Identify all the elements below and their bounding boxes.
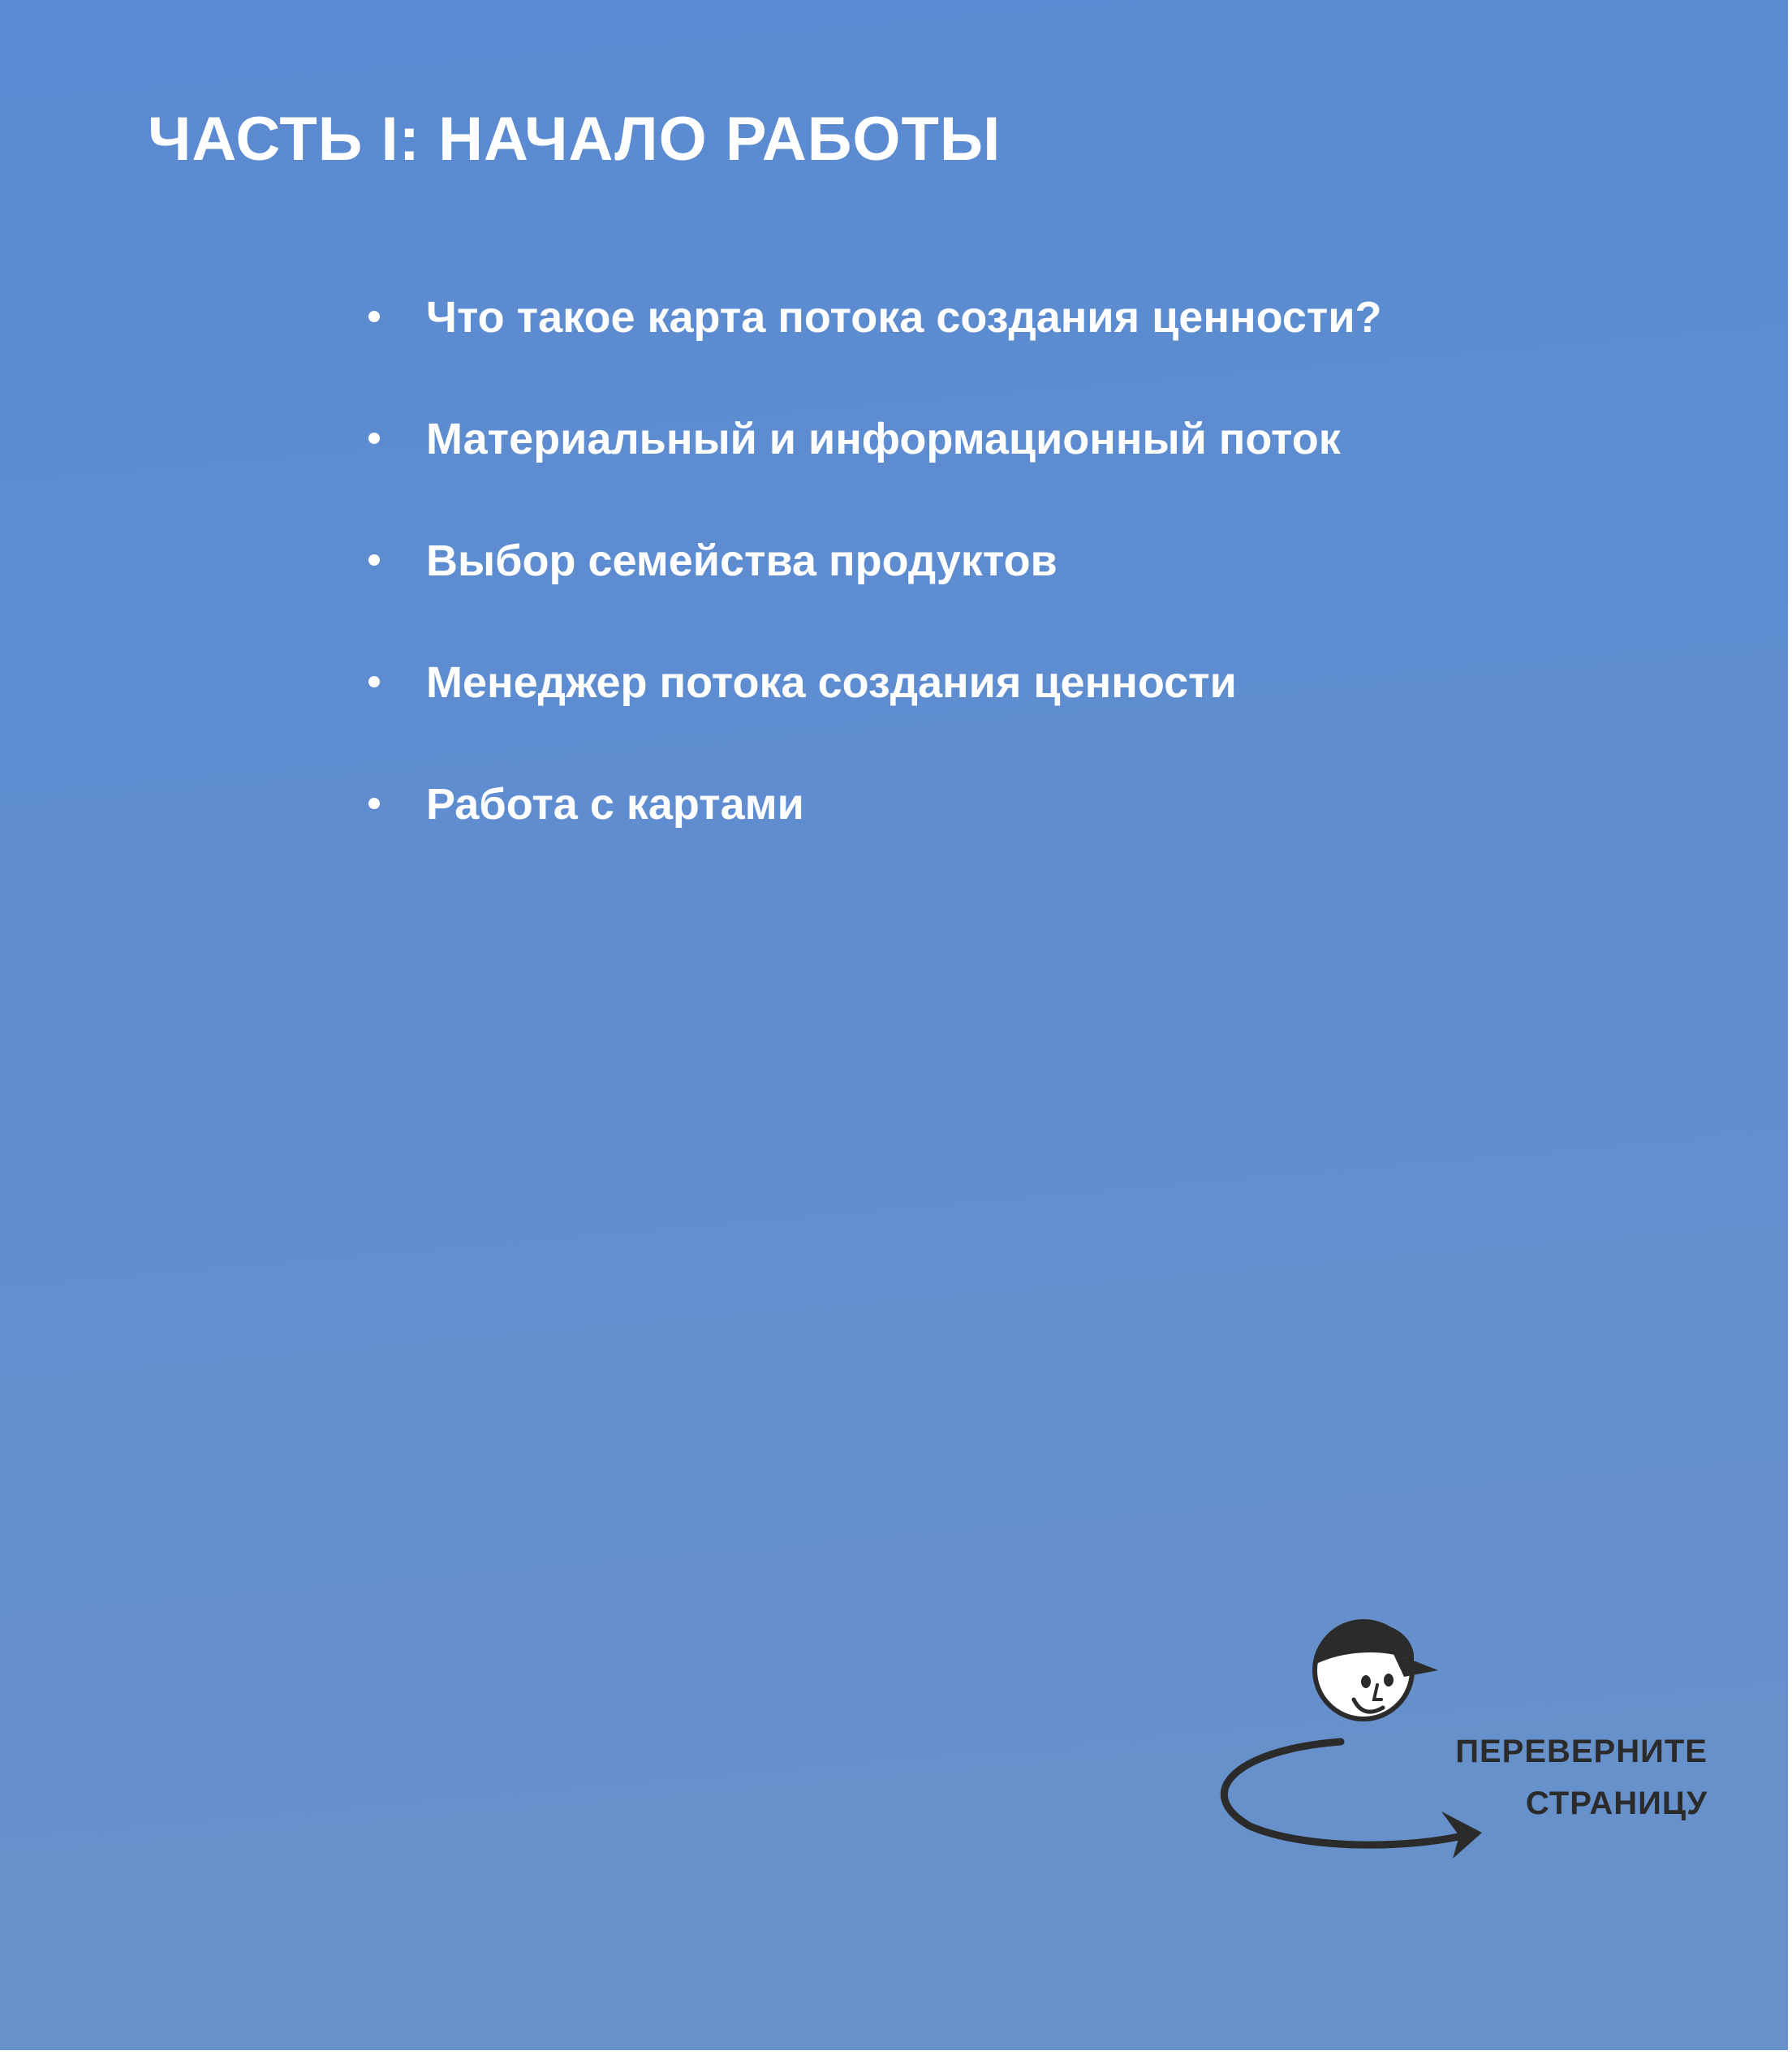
turn-page-label-line1: ПЕРЕВЕРНИТЕ (1455, 1734, 1708, 1769)
character-head-icon (1315, 1622, 1438, 1719)
page-title: ЧАСТЬ I: НАЧАЛО РАБОТЫ (148, 105, 1002, 174)
list-item (349, 288, 1382, 410)
topic-list (349, 288, 1382, 897)
list-item (349, 653, 1382, 775)
curved-arrow-icon (1224, 1742, 1482, 1859)
topic-text: Материальный и информационный поток (426, 415, 1341, 463)
bullet-icon (368, 311, 380, 322)
bullet-icon (368, 798, 380, 809)
bullet-icon (368, 433, 380, 444)
list-item (349, 775, 1382, 897)
bullet-icon (368, 554, 380, 566)
list-item (349, 532, 1382, 653)
topic-text: Менеджер потока создания ценности (426, 658, 1237, 707)
topic-text: Выбор семейства продуктов (426, 536, 1058, 585)
topic-text: Что такое карта потока создания ценности? (426, 293, 1382, 342)
topic-text: Работа с картами (426, 780, 804, 829)
turn-page-label-line2: СТРАНИЦУ (1525, 1786, 1708, 1821)
list-item (349, 410, 1382, 532)
turn-page-hint (1201, 1591, 1721, 1883)
bullet-icon (368, 676, 380, 687)
